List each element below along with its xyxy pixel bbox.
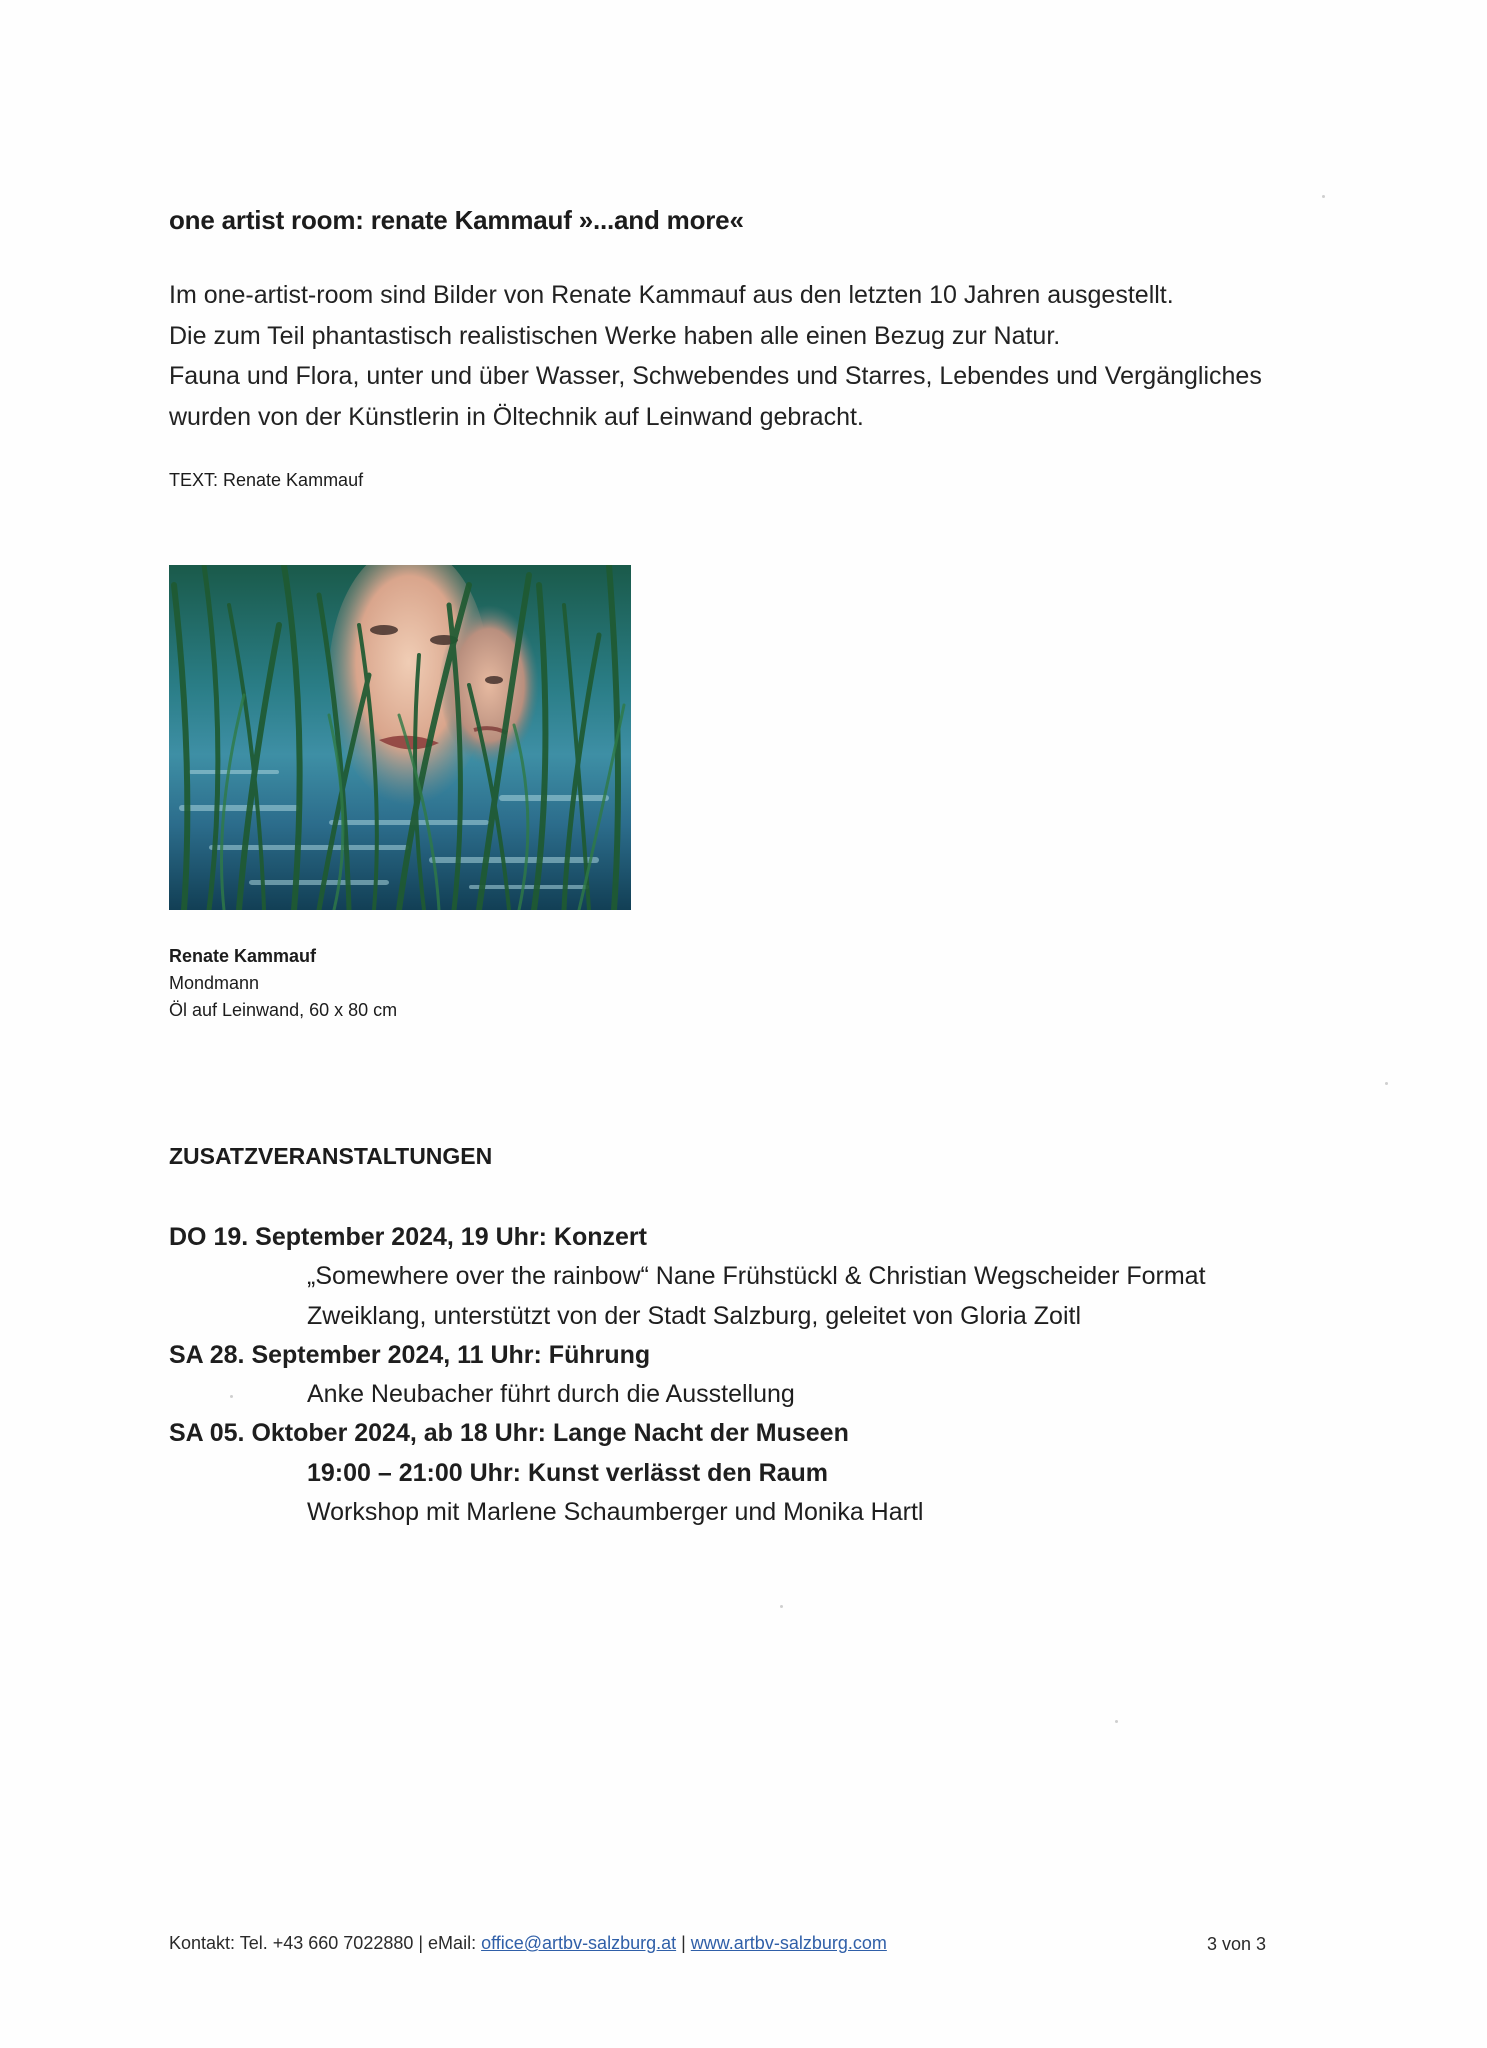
intro-paragraph (169, 275, 1262, 437)
page-number: 3 von 3 (1207, 1934, 1267, 1954)
event-heading: SA 28. September 2024, 11 Uhr: Führung (169, 1340, 651, 1369)
intro-line: Im one-artist-room sind Bilder von Renate Kammauf aus den letzten 10 Jahren ausgestellt. (169, 281, 1174, 309)
text-credit: TEXT: Renate Kammauf (169, 470, 364, 490)
mondmann-painting (169, 565, 631, 910)
event-detail: Workshop mit Marlene Schaumberger und Monika Hartl (307, 1498, 924, 1527)
intro-line: Die zum Teil phantastisch realistischen Werke haben alle einen Bezug zur Natur. (169, 321, 1061, 350)
events-heading: ZUSATZVERANSTALTUNGEN (169, 1143, 493, 1169)
website-link[interactable]: www.artbv-salzburg.com (690, 1933, 887, 1953)
scan-speck (780, 1605, 783, 1608)
event-heading: SA 05. Oktober 2024, ab 18 Uhr: Lange Nacht der Museen (169, 1419, 849, 1448)
event-detail: Anke Neubacher führt durch die Ausstellung (307, 1380, 795, 1409)
event-subheading: 19:00 – 21:00 Uhr: Kunst verlässt den Raum (307, 1458, 829, 1487)
event-heading: DO 19. September 2024, 19 Uhr: Konzert (169, 1223, 647, 1251)
scan-speck (1322, 195, 1325, 198)
artwork-caption (169, 943, 397, 1024)
artwork-title: Mondmann (169, 973, 260, 993)
scan-speck (1385, 1082, 1388, 1085)
intro-line: Fauna und Flora, unter und über Wasser, Schwebendes und Starres, Lebendes und Vergängliches (169, 362, 1262, 390)
intro-line: wurden von der Künstlerin in Öltechnik auf Leinwand gebracht. (169, 402, 864, 431)
footer-contact-text: Kontakt: Tel. +43 660 7022880 | eMail: (169, 1933, 482, 1953)
event-detail: „Somewhere over the rainbow“ Nane Frühstückl & Christian Wegscheider Format (307, 1262, 1206, 1291)
scan-speck (230, 1395, 233, 1398)
event-detail: Zweiklang, unterstützt von der Stadt Salzburg, geleitet von Gloria Zoitl (307, 1301, 1081, 1330)
artwork-image (169, 565, 631, 910)
footer-separator: | (676, 1933, 691, 1953)
artwork-medium: Öl auf Leinwand, 60 x 80 cm (169, 1000, 398, 1020)
email-link[interactable]: office@artbv-salzburg.at (481, 1933, 677, 1953)
artwork-artist: Renate Kammauf (169, 946, 317, 966)
footer-contact (169, 1933, 887, 1954)
scan-speck (1115, 1720, 1118, 1723)
events-list (169, 1218, 1206, 1532)
article-title: one artist room: renate Kammauf »...and more« (169, 205, 744, 235)
